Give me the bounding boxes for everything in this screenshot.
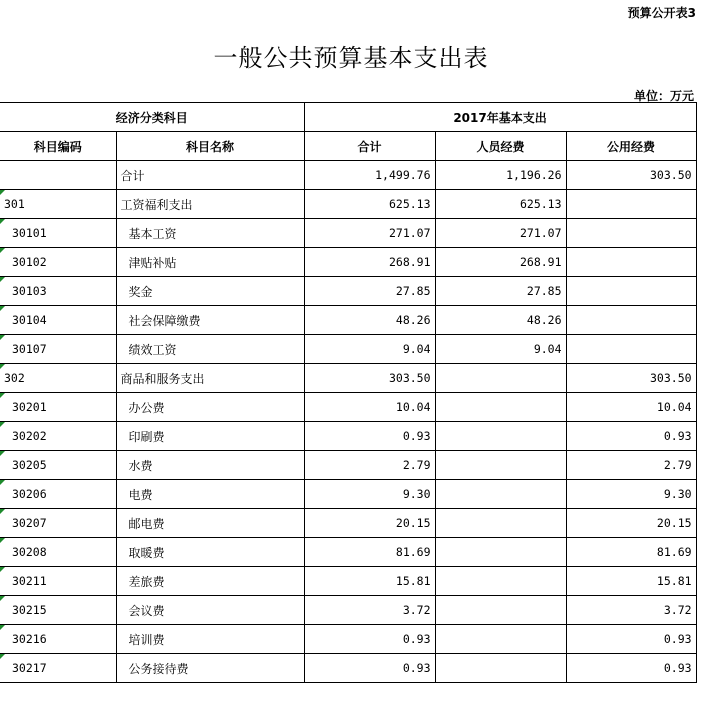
cell-code — [0, 306, 116, 335]
cell-name — [116, 393, 304, 422]
cell-marker-icon — [0, 567, 5, 572]
cell-total-text: 81.69 — [395, 545, 431, 559]
header-col-code: 科目编码 — [0, 132, 116, 161]
cell-total-text: 2.79 — [402, 458, 431, 472]
cell-name-text: 印刷费 — [128, 429, 165, 444]
cell-name — [116, 567, 304, 596]
cell-code — [0, 654, 116, 683]
cell-total-text: 303.50 — [388, 371, 431, 385]
cell-name — [116, 451, 304, 480]
cell-personnel — [435, 277, 566, 306]
cell-code — [0, 451, 116, 480]
cell-public — [566, 480, 696, 509]
table-row — [0, 219, 696, 248]
table-row — [0, 190, 696, 219]
cell-public — [566, 422, 696, 451]
table-row — [0, 161, 696, 190]
cell-total-text: 0.93 — [402, 632, 431, 646]
cell-code-text: 30215 — [12, 603, 47, 617]
cell-public-text: 0.93 — [663, 632, 692, 646]
table-row — [0, 480, 696, 509]
cell-code — [0, 509, 116, 538]
cell-code-text: 30205 — [12, 458, 47, 472]
cell-total — [304, 538, 435, 567]
cell-personnel — [435, 190, 566, 219]
cell-name-text: 津贴补贴 — [128, 255, 177, 270]
cell-personnel-text: 9.04 — [533, 342, 562, 356]
table-row — [0, 248, 696, 277]
cell-marker-icon — [0, 451, 5, 456]
cell-personnel-text: 1,196.26 — [506, 168, 562, 182]
cell-code — [0, 567, 116, 596]
cell-personnel-text: 268.91 — [519, 255, 562, 269]
cell-personnel — [435, 335, 566, 364]
cell-total-text: 0.93 — [402, 661, 431, 675]
cell-personnel — [435, 161, 566, 190]
cell-code-text: 30104 — [12, 313, 47, 327]
cell-personnel — [435, 364, 566, 393]
cell-code-text: 302 — [4, 371, 25, 385]
cell-name-text: 工资福利支出 — [120, 197, 193, 212]
cell-code-text: 30207 — [12, 516, 47, 530]
cell-personnel — [435, 596, 566, 625]
cell-marker-icon — [0, 277, 5, 282]
cell-code-text: 30217 — [12, 661, 47, 675]
cell-public — [566, 219, 696, 248]
cell-name-text: 邮电费 — [128, 516, 165, 531]
cell-code — [0, 335, 116, 364]
cell-total — [304, 219, 435, 248]
cell-public-text: 9.30 — [663, 487, 692, 501]
table-row — [0, 596, 696, 625]
cell-total — [304, 364, 435, 393]
page-title: 一般公共预算基本支出表 — [213, 44, 489, 72]
cell-code — [0, 538, 116, 567]
cell-total-text: 625.13 — [388, 197, 431, 211]
header-column-row — [0, 132, 696, 161]
cell-public — [566, 306, 696, 335]
header-col-name: 科目名称 — [116, 132, 304, 161]
cell-marker-icon — [0, 422, 5, 427]
cell-name-text: 合计 — [120, 168, 145, 183]
cell-marker-icon — [0, 335, 5, 340]
cell-code — [0, 596, 116, 625]
cell-personnel-text: 27.85 — [526, 284, 562, 298]
cell-public-text: 20.15 — [656, 516, 692, 530]
header-col-public: 公用经费 — [566, 132, 696, 161]
cell-total — [304, 596, 435, 625]
cell-name-text: 水费 — [128, 458, 153, 473]
cell-marker-icon — [0, 364, 5, 369]
cell-personnel — [435, 393, 566, 422]
table-row — [0, 422, 696, 451]
cell-personnel — [435, 654, 566, 683]
header-basic-expenditure-2017: 2017年基本支出 — [304, 103, 696, 132]
cell-name-text: 基本工资 — [128, 226, 177, 241]
cell-total-text: 271.07 — [388, 226, 431, 240]
table-row — [0, 335, 696, 364]
document-tag: 预算公开表3 — [627, 6, 696, 20]
cell-total-text: 1,499.76 — [375, 168, 431, 182]
cell-public-text: 81.69 — [656, 545, 692, 559]
cell-name — [116, 654, 304, 683]
table-row — [0, 277, 696, 306]
cell-name-text: 会议费 — [128, 603, 165, 618]
cell-code-text: 30211 — [12, 574, 47, 588]
cell-public-text: 0.93 — [663, 429, 692, 443]
cell-marker-icon — [0, 219, 5, 224]
cell-personnel — [435, 306, 566, 335]
cell-total-text: 20.15 — [395, 516, 431, 530]
cell-public — [566, 596, 696, 625]
cell-code — [0, 364, 116, 393]
header-col-personnel: 人员经费 — [435, 132, 566, 161]
cell-marker-icon — [0, 393, 5, 398]
cell-name-text: 办公费 — [128, 400, 165, 415]
cell-public — [566, 625, 696, 654]
table-row — [0, 364, 696, 393]
cell-code-text: 30102 — [12, 255, 47, 269]
cell-public-text: 10.04 — [656, 400, 692, 414]
cell-name — [116, 190, 304, 219]
cell-code — [0, 393, 116, 422]
cell-public — [566, 161, 696, 190]
cell-public — [566, 538, 696, 567]
cell-name-text: 电费 — [128, 487, 153, 502]
cell-total — [304, 161, 435, 190]
cell-code — [0, 422, 116, 451]
cell-marker-icon — [0, 248, 5, 253]
cell-personnel — [435, 538, 566, 567]
cell-personnel — [435, 509, 566, 538]
cell-code-text: 30202 — [12, 429, 47, 443]
cell-total-text: 9.30 — [402, 487, 431, 501]
cell-code-text: 30103 — [12, 284, 47, 298]
cell-public — [566, 567, 696, 596]
cell-total — [304, 248, 435, 277]
cell-code — [0, 219, 116, 248]
table-row — [0, 654, 696, 683]
cell-name — [116, 422, 304, 451]
cell-name — [116, 509, 304, 538]
table-row — [0, 538, 696, 567]
cell-public — [566, 277, 696, 306]
cell-total-text: 27.85 — [395, 284, 431, 298]
cell-code-text: 30208 — [12, 545, 47, 559]
cell-name — [116, 480, 304, 509]
cell-personnel — [435, 480, 566, 509]
cell-total — [304, 393, 435, 422]
cell-total — [304, 306, 435, 335]
cell-code-text: 30206 — [12, 487, 47, 501]
cell-code-text: 30201 — [12, 400, 47, 414]
budget-table — [0, 102, 697, 683]
table-row — [0, 451, 696, 480]
table-row — [0, 509, 696, 538]
cell-total — [304, 654, 435, 683]
cell-name — [116, 596, 304, 625]
cell-marker-icon — [0, 509, 5, 514]
table-row — [0, 567, 696, 596]
cell-total — [304, 422, 435, 451]
cell-name — [116, 219, 304, 248]
cell-code-text: 30101 — [12, 226, 47, 240]
cell-public-text: 15.81 — [656, 574, 692, 588]
cell-name-text: 绩效工资 — [128, 342, 177, 357]
cell-name — [116, 306, 304, 335]
cell-total — [304, 190, 435, 219]
cell-marker-icon — [0, 306, 5, 311]
cell-total — [304, 277, 435, 306]
cell-name — [116, 277, 304, 306]
cell-code — [0, 161, 116, 190]
cell-public — [566, 248, 696, 277]
header-col-total: 合计 — [304, 132, 435, 161]
cell-name-text: 商品和服务支出 — [120, 371, 205, 386]
cell-marker-icon — [0, 596, 5, 601]
cell-total-text: 48.26 — [395, 313, 431, 327]
cell-total-text: 0.93 — [402, 429, 431, 443]
cell-total — [304, 625, 435, 654]
cell-total — [304, 480, 435, 509]
cell-personnel-text: 48.26 — [526, 313, 562, 327]
table-row — [0, 306, 696, 335]
cell-personnel — [435, 625, 566, 654]
table-row — [0, 625, 696, 654]
cell-name — [116, 335, 304, 364]
cell-public — [566, 509, 696, 538]
cell-public — [566, 364, 696, 393]
cell-name — [116, 538, 304, 567]
cell-personnel — [435, 451, 566, 480]
cell-code — [0, 190, 116, 219]
cell-total-text: 268.91 — [388, 255, 431, 269]
cell-personnel-text: 271.07 — [519, 226, 562, 240]
cell-public — [566, 654, 696, 683]
cell-total — [304, 509, 435, 538]
cell-public-text: 2.79 — [663, 458, 692, 472]
cell-code — [0, 277, 116, 306]
cell-public — [566, 190, 696, 219]
cell-code-text: 30107 — [12, 342, 47, 356]
cell-personnel-text: 625.13 — [519, 197, 562, 211]
unit-label: 单位：万元 — [633, 89, 694, 103]
cell-personnel — [435, 248, 566, 277]
cell-total-text: 9.04 — [402, 342, 431, 356]
cell-public — [566, 393, 696, 422]
cell-code-text: 30216 — [12, 632, 47, 646]
header-group-row — [0, 103, 696, 132]
cell-total — [304, 451, 435, 480]
cell-name — [116, 625, 304, 654]
cell-public-text: 303.50 — [650, 168, 692, 182]
cell-name-text: 奖金 — [128, 284, 153, 299]
header-economic-category: 经济分类科目 — [0, 103, 304, 132]
cell-name — [116, 364, 304, 393]
cell-name-text: 培训费 — [128, 632, 165, 647]
cell-marker-icon — [0, 625, 5, 630]
cell-total-text: 10.04 — [395, 400, 431, 414]
cell-code — [0, 480, 116, 509]
cell-total-text: 3.72 — [402, 603, 431, 617]
cell-marker-icon — [0, 654, 5, 659]
cell-personnel — [435, 567, 566, 596]
cell-name — [116, 161, 304, 190]
table-row — [0, 393, 696, 422]
cell-public-text: 0.93 — [663, 661, 692, 675]
cell-name-text: 公务接待费 — [128, 661, 189, 676]
cell-code — [0, 248, 116, 277]
cell-name-text: 差旅费 — [128, 574, 165, 589]
cell-personnel — [435, 219, 566, 248]
cell-name — [116, 248, 304, 277]
cell-public-text: 3.72 — [663, 603, 692, 617]
cell-public — [566, 335, 696, 364]
cell-marker-icon — [0, 538, 5, 543]
cell-total-text: 15.81 — [395, 574, 431, 588]
cell-public-text: 303.50 — [650, 371, 692, 385]
cell-marker-icon — [0, 480, 5, 485]
cell-total — [304, 567, 435, 596]
cell-name-text: 取暖费 — [128, 545, 165, 560]
cell-total — [304, 335, 435, 364]
cell-name-text: 社会保障缴费 — [128, 313, 201, 328]
cell-code — [0, 625, 116, 654]
cell-marker-icon — [0, 190, 5, 195]
cell-personnel — [435, 422, 566, 451]
cell-code-text: 301 — [4, 197, 25, 211]
cell-public — [566, 451, 696, 480]
